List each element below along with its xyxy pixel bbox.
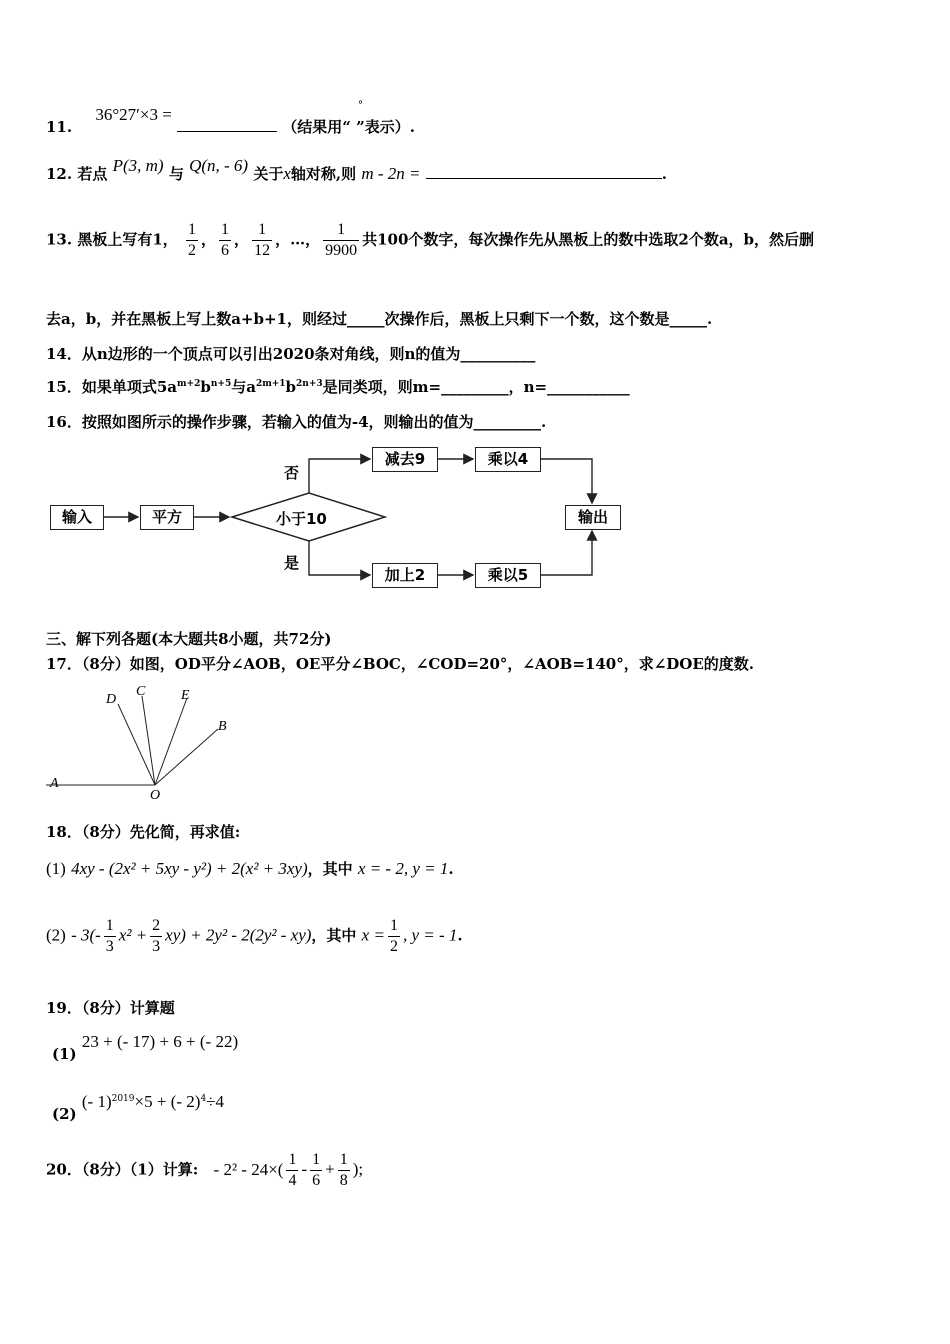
label-C: C (136, 684, 146, 699)
question-17: 17．（8分）如图，OD平分∠AOB，OE平分∠BOC，∠COD=20°，∠AOB=140°，求∠DOE的度数. (46, 655, 755, 673)
q20-expression: - 2² - 24×( (213, 1159, 284, 1179)
q13-fraction-1: $\frac{1}{2}$ (188, 221, 197, 259)
q12-expression: m - 2n = (361, 164, 421, 183)
flow-plus2-box: 加上2 (372, 563, 438, 588)
flow-times5-box: 乘以5 (475, 563, 541, 588)
q12-text: 关于 (253, 165, 284, 183)
question-12 (46, 156, 667, 184)
q12-end: . (661, 165, 667, 183)
flow-no-label: 否 (284, 464, 300, 482)
q12-lead: 若点 (77, 165, 108, 183)
flow-times4-box: 乘以4 (475, 447, 541, 472)
question-18-part2: (2) - 3(- $\frac{1}{3}$ x² + $\frac{2}{3}$ xy) + 2y² - 2(2y² - xy)，其中 x = $\frac{1}{2}$ , y = - 1. (46, 917, 463, 955)
question-18-title: 18．（8分）先化简，再求值: (46, 823, 241, 841)
label-A: A (50, 776, 59, 791)
flow-yes-label: 是 (284, 554, 300, 572)
q13-fraction-2: $\frac{1}{6}$ (221, 221, 230, 259)
label-B: B (218, 719, 227, 734)
flow-square-box: 平方 (140, 505, 194, 530)
q12-point-q: Q(n, - 6) (189, 156, 249, 175)
q11-answer-blank[interactable] (177, 117, 277, 132)
label-O: O (150, 788, 161, 803)
question-13-line2: 去a，b，并在黑板上写上数a+b+1，则经过_____次操作后，黑板上只剩下一个数，这个数是_____. (46, 310, 713, 328)
q12-axis: x (283, 164, 291, 183)
q11-expression: 36°27′×3 = (95, 105, 172, 124)
q18-p1-expression: 4xy - (2x² + 5xy - y²) + 2(x² + 3xy) (71, 859, 308, 878)
q13-number: 13. (46, 230, 73, 249)
q12-number: 12. (46, 165, 73, 183)
q13-dots: ，…， (275, 230, 321, 249)
q12-mid: 与 (168, 165, 184, 183)
label-E: E (181, 688, 190, 703)
question-20: 20．（8分）（1）计算: - 2² - 24×( $\frac{1}{4}$ - $\frac{1}{6}$ + $\frac{1}{8}$ ); (46, 1151, 364, 1189)
label-D: D (106, 692, 117, 707)
question-13: 13. 黑板上写有1， $\frac{1}{2}$ ， $\frac{1}{6}$ ， $\frac{1}{12}$ ，…， $\frac{1}{9900}$ 共100个数字，每次操作先从黑板上的数中选取2个数a，b，然后删 (46, 221, 815, 259)
question-19-part2: (2) (- 1)$^{2019}$×5 + (- 2)$^4$÷4 (52, 1092, 225, 1123)
q11-degree-symbol: ° (358, 100, 363, 111)
question-14: 14．从n边形的一个顶点可以引出2020条对角线，则n的值为__________ (46, 345, 536, 363)
section-3-title: 三、解下列各题(本大题共8小题，共72分) (46, 630, 332, 648)
question-15: 15．如果单项式$5a^{m+2}b^{n+5}$与$a^{2m+1}b^{2n+3}$是同类项，则m=_________，n=___________ (46, 378, 630, 396)
flow-output-box: 输出 (565, 505, 621, 530)
q12-text2: 轴对称,则 (290, 165, 357, 183)
q12-point-p: P(3, m) (112, 156, 164, 175)
flow-condition-label: 小于10 (276, 510, 327, 528)
q17-angle-figure (44, 684, 234, 806)
q19-p1-expression: 23 + (- 17) + 6 + (- 22) (81, 1032, 239, 1051)
question-18-part1: (1) 4xy - (2x² + 5xy - y²) + 2(x² + 3xy)，其中 x = - 2, y = 1. (46, 859, 454, 878)
question-19-part1: (1) 23 + (- 17) + 6 + (- 22) (52, 1032, 239, 1063)
question-19-title: 19．（8分）计算题 (46, 999, 175, 1017)
flowchart (0, 440, 700, 590)
q13-fraction-3: $\frac{1}{12}$ (254, 221, 271, 259)
question-16: 16．按照如图所示的操作步骤，若输入的值为-4，则输出的值为_________. (46, 413, 547, 431)
flow-input-box: 输入 (50, 505, 104, 530)
q11-note: （结果用“ ”表示）. (282, 118, 415, 136)
flow-minus9-box: 减去9 (372, 447, 438, 472)
q13-text: 共100个数字，每次操作先从黑板上的数中选取2个数a，b，然后删 (362, 230, 815, 249)
q12-answer-blank[interactable] (426, 164, 662, 179)
question-11 (46, 100, 415, 136)
q13-lead: 黑板上写有1， (77, 230, 178, 249)
q11-number: 11. (46, 118, 73, 136)
q13-fraction-last: $\frac{1}{9900}$ (325, 221, 358, 259)
